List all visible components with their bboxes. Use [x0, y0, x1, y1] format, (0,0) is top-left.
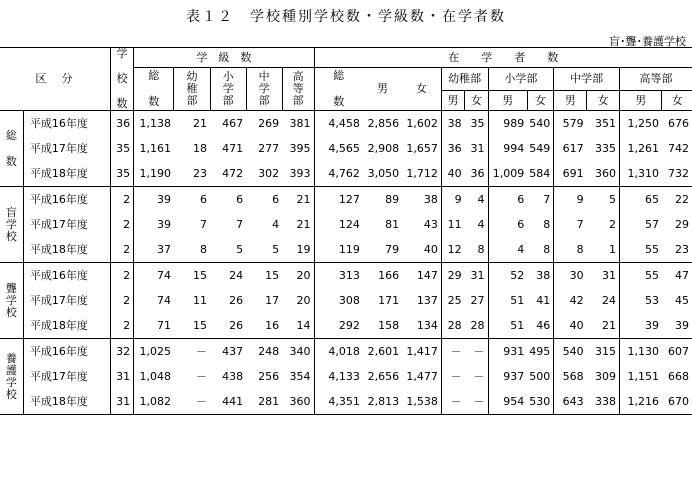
table-cell: 471 — [222, 141, 244, 155]
table-cell: 360 — [587, 161, 620, 187]
table-cell: 4,762 — [314, 161, 363, 187]
table-cell: 7 — [554, 212, 587, 237]
table-cell: 1,417 — [406, 344, 438, 358]
table-cell: 2 — [110, 237, 133, 263]
table-cell: 742 — [668, 141, 689, 155]
table-cell: 31 — [470, 141, 485, 155]
header-kinder: 幼稚部 — [441, 68, 488, 91]
table-cell: 9 — [554, 187, 587, 213]
header-elem-male: 男 — [488, 91, 527, 111]
header-male: 男 — [363, 68, 402, 111]
table-cell: 23 — [174, 161, 210, 187]
table-cell: 21 — [296, 192, 311, 206]
table-cell: 51 — [488, 288, 527, 313]
table-cell: － — [196, 344, 208, 358]
table-cell: 395 — [289, 141, 311, 155]
header-class-middle: 中 学 部 — [246, 68, 282, 111]
table-cell: 495 — [529, 344, 551, 358]
table-row — [0, 364, 692, 389]
header-class-high: 高 等 部 — [282, 68, 314, 111]
table-cell: 38 — [423, 192, 438, 206]
table-cell: 549 — [529, 141, 551, 155]
table-cell: 1,009 — [488, 161, 527, 187]
table-cell: 57 — [620, 212, 662, 237]
table-cell: 2 — [110, 288, 133, 313]
table-cell: 74 — [134, 288, 174, 313]
table-cell: 166 — [378, 268, 400, 282]
header-class-kinder: 幼 稚 部 — [174, 68, 210, 111]
table-row — [0, 187, 692, 213]
table-cell: 1,161 — [134, 136, 174, 161]
table-cell: 47 — [675, 268, 689, 282]
table-cell: 32 — [110, 339, 133, 365]
table-cell: 4,351 — [314, 389, 363, 415]
table-row — [0, 263, 692, 289]
table-cell: 472 — [210, 161, 246, 187]
table-cell: 732 — [662, 161, 692, 187]
table-cell: 393 — [282, 161, 314, 187]
table-cell: 11 — [193, 293, 208, 307]
table-cell: 8 — [554, 237, 587, 263]
row-year: 平成18年度 — [23, 389, 110, 415]
table-cell: 994 — [488, 136, 527, 161]
table-cell: 45 — [675, 293, 689, 307]
table-cell: 35 — [110, 136, 133, 161]
table-cell: 530 — [527, 389, 554, 415]
table-cell: 335 — [595, 141, 617, 155]
table-cell: 2 — [110, 187, 133, 213]
table-cell: 5 — [210, 237, 246, 263]
table-cell: 5 — [609, 192, 617, 206]
table-cell: 269 — [258, 116, 280, 130]
row-year: 平成16年度 — [23, 187, 110, 213]
table-cell: 81 — [385, 217, 400, 231]
table-cell: 313 — [314, 263, 363, 289]
table-cell: 340 — [289, 344, 311, 358]
table-cell: 23 — [662, 237, 692, 263]
table-cell: 2,908 — [367, 141, 400, 155]
table-row — [0, 161, 692, 187]
header-kinder-female: 女 — [465, 91, 488, 111]
table-cell: 26 — [229, 293, 244, 307]
table-cell: 4 — [477, 192, 485, 206]
table-cell: 309 — [595, 369, 617, 383]
table-cell: 2,601 — [367, 344, 400, 358]
table-cell: 134 — [402, 313, 441, 339]
table-cell: 55 — [620, 237, 662, 263]
table-cell: 71 — [134, 313, 174, 339]
table-cell: 438 — [222, 369, 244, 383]
table-cell: 31 — [110, 389, 133, 415]
table-cell: 2 — [609, 217, 617, 231]
table-cell: 256 — [258, 369, 280, 383]
table-cell: 5 — [246, 237, 282, 263]
table-cell: 2 — [110, 263, 133, 289]
table-cell: 30 — [554, 263, 587, 289]
row-year: 平成18年度 — [23, 313, 110, 339]
row-year: 平成16年度 — [23, 339, 110, 365]
table-row — [0, 111, 692, 137]
table-cell: 28 — [441, 313, 464, 339]
table-cell: 1,657 — [406, 141, 438, 155]
table-cell: 18 — [193, 141, 208, 155]
table-cell: 46 — [527, 313, 554, 339]
table-cell: 31 — [470, 268, 485, 282]
table-cell: 381 — [289, 116, 311, 130]
table-cell: 19 — [282, 237, 314, 263]
table-cell: 670 — [662, 389, 692, 415]
group-label: 聾 学 校 — [0, 263, 23, 339]
row-year: 平成17年度 — [23, 136, 110, 161]
table-cell: 277 — [258, 141, 280, 155]
table-cell: 1,025 — [134, 339, 174, 365]
table-row — [0, 237, 692, 263]
table-cell: 43 — [423, 217, 438, 231]
table-cell: 1,602 — [406, 116, 438, 130]
table-cell: 568 — [554, 364, 587, 389]
table-cell: 2 — [110, 313, 133, 339]
table-cell: 36 — [110, 111, 133, 137]
table-cell: 668 — [668, 369, 689, 383]
table-cell: 7 — [543, 192, 551, 206]
header-high: 高等部 — [620, 68, 692, 91]
table-cell: 147 — [416, 268, 438, 282]
header-elem-female: 女 — [527, 91, 554, 111]
table-cell: 931 — [488, 339, 527, 365]
table-cell: 20 — [296, 268, 311, 282]
table-cell: 4,133 — [314, 364, 363, 389]
table-cell: 6 — [488, 187, 527, 213]
table-cell: 40 — [554, 313, 587, 339]
table-cell: 302 — [246, 161, 282, 187]
table-cell: 467 — [222, 116, 244, 130]
header-high-male: 男 — [620, 91, 662, 111]
table-note: 盲･聾･養護学校 — [609, 35, 686, 48]
table-cell: 8 — [543, 217, 551, 231]
table-cell: 1,712 — [402, 161, 441, 187]
header-kinder-male: 男 — [441, 91, 464, 111]
group-label: 養 護 学 校 — [0, 339, 23, 415]
table-cell: 40 — [402, 237, 441, 263]
table-cell: 38 — [536, 268, 551, 282]
table-cell: 8 — [465, 237, 488, 263]
table-cell: 1,216 — [620, 389, 662, 415]
table-cell: 6 — [200, 192, 208, 206]
header-class-total: 総 数 — [134, 68, 174, 111]
table-cell: 2 — [110, 212, 133, 237]
table-cell: － — [473, 369, 485, 383]
table-row — [0, 136, 692, 161]
table-cell: 41 — [536, 293, 551, 307]
table-cell: 500 — [529, 369, 551, 383]
table-cell: 8 — [174, 237, 210, 263]
table-cell: 989 — [488, 111, 527, 137]
table-cell: 124 — [314, 212, 363, 237]
header-middle-female: 女 — [587, 91, 620, 111]
table-cell: 24 — [602, 293, 617, 307]
table-cell: 31 — [110, 364, 133, 389]
table-cell: 281 — [246, 389, 282, 415]
table-cell: 6 — [236, 192, 244, 206]
header-female: 女 — [402, 68, 441, 111]
table-cell: 14 — [282, 313, 314, 339]
table-cell: 351 — [595, 116, 617, 130]
table-cell: 51 — [488, 313, 527, 339]
table-cell: 158 — [363, 313, 402, 339]
table-cell: 31 — [602, 268, 617, 282]
table-cell: 4 — [272, 217, 280, 231]
table-cell: 2,856 — [367, 116, 400, 130]
table-cell: 53 — [620, 288, 662, 313]
table-cell: 4 — [477, 217, 485, 231]
table-cell: 4,565 — [314, 136, 363, 161]
table-cell: 540 — [554, 339, 587, 365]
table-cell: 437 — [222, 344, 244, 358]
table-cell: 15 — [193, 268, 208, 282]
table-cell: 617 — [554, 136, 587, 161]
table-cell: 74 — [134, 263, 174, 289]
table-cell: － — [196, 369, 208, 383]
table-cell: 25 — [441, 288, 464, 313]
row-year: 平成18年度 — [23, 237, 110, 263]
table-cell: － — [465, 389, 488, 415]
header-students: 在 学 者 数 — [314, 48, 692, 68]
header-student-total: 総 数 — [314, 68, 363, 111]
table-cell: 3,050 — [363, 161, 402, 187]
table-row — [0, 288, 692, 313]
header-high-female: 女 — [662, 91, 692, 111]
table-cell: 643 — [554, 389, 587, 415]
table-cell: 89 — [385, 192, 400, 206]
table-cell: 354 — [289, 369, 311, 383]
table-cell: 691 — [554, 161, 587, 187]
row-year: 平成16年度 — [23, 263, 110, 289]
table-cell: 39 — [134, 212, 174, 237]
table-cell: 676 — [668, 116, 689, 130]
table-cell: 17 — [265, 293, 280, 307]
table-cell: 7 — [200, 217, 208, 231]
table-cell: 584 — [527, 161, 554, 187]
table-cell: 15 — [174, 313, 210, 339]
table-cell: － — [441, 389, 464, 415]
table-cell: 79 — [363, 237, 402, 263]
table-cell: 292 — [314, 313, 363, 339]
table-cell: 36 — [441, 136, 464, 161]
table-row — [0, 389, 692, 415]
table-cell: 6 — [272, 192, 280, 206]
table-cell: 1,477 — [406, 369, 438, 383]
table-cell: 171 — [378, 293, 400, 307]
table-cell: 36 — [465, 161, 488, 187]
table-cell: 29 — [441, 263, 464, 289]
table-cell: 15 — [265, 268, 280, 282]
table-cell: 9 — [441, 187, 464, 213]
table-cell: － — [174, 389, 210, 415]
table-cell: 119 — [314, 237, 363, 263]
table-cell: 8 — [527, 237, 554, 263]
table-cell: 65 — [620, 187, 662, 213]
table-cell: 127 — [314, 187, 363, 213]
table-cell: 360 — [282, 389, 314, 415]
table-cell: 12 — [441, 237, 464, 263]
table-cell: 441 — [210, 389, 246, 415]
row-year: 平成16年度 — [23, 111, 110, 137]
table-cell: 38 — [441, 111, 464, 137]
table-row — [0, 313, 692, 339]
table-cell: 24 — [229, 268, 244, 282]
header-schools: 学 校 数 — [110, 48, 133, 111]
table-cell: 4,458 — [314, 111, 363, 137]
table-cell: 137 — [416, 293, 438, 307]
table-cell: 28 — [465, 313, 488, 339]
table-cell: 4 — [488, 237, 527, 263]
table-cell: 2,813 — [363, 389, 402, 415]
table-cell: 308 — [314, 288, 363, 313]
table-cell: 40 — [441, 161, 464, 187]
table-cell: － — [441, 364, 464, 389]
table-cell: 1,261 — [620, 136, 662, 161]
table-cell: 7 — [236, 217, 244, 231]
row-year: 平成17年度 — [23, 364, 110, 389]
table-cell: 20 — [296, 293, 311, 307]
group-label: 盲 学 校 — [0, 187, 23, 263]
table-cell: 16 — [246, 313, 282, 339]
table-cell: 1,310 — [620, 161, 662, 187]
table-cell: 55 — [620, 263, 662, 289]
table-cell: 21 — [587, 313, 620, 339]
table-cell: 1 — [587, 237, 620, 263]
row-year: 平成17年度 — [23, 288, 110, 313]
table-cell: 2,656 — [367, 369, 400, 383]
table-cell: 42 — [554, 288, 587, 313]
header-classes: 学 級 数 — [134, 48, 314, 68]
table-cell: 338 — [587, 389, 620, 415]
table-cell: 1,048 — [134, 364, 174, 389]
table-cell: 1,151 — [620, 364, 662, 389]
table-cell: 26 — [210, 313, 246, 339]
table-cell: 37 — [134, 237, 174, 263]
table-cell: 4,018 — [314, 339, 363, 365]
table-cell: 1,250 — [620, 111, 662, 137]
group-label: 総 数 — [0, 111, 23, 187]
table-cell: 21 — [296, 217, 311, 231]
table-cell: 1,130 — [620, 339, 662, 365]
table-cell: 29 — [675, 217, 689, 231]
row-year: 平成18年度 — [23, 161, 110, 187]
table-row — [0, 339, 692, 365]
table-cell: 35 — [470, 116, 485, 130]
table-cell: 315 — [595, 344, 617, 358]
header-middle-male: 男 — [554, 91, 587, 111]
table-title: 表１２ 学校種別学校数・学級数・在学者数 — [186, 9, 506, 25]
header-class-elem: 小 学 部 — [210, 68, 246, 111]
header-kubun: 区 分 — [0, 48, 110, 111]
table-cell: 607 — [668, 344, 689, 358]
table-cell: 1,190 — [134, 161, 174, 187]
table-cell: 6 — [488, 212, 527, 237]
header-elem: 小学部 — [488, 68, 554, 91]
table-cell: 540 — [529, 116, 551, 130]
table-cell: 39 — [662, 313, 692, 339]
table-cell: 52 — [488, 263, 527, 289]
table-body — [0, 111, 692, 415]
table-cell: 1,082 — [134, 389, 174, 415]
table-cell: 39 — [620, 313, 662, 339]
table-cell: 35 — [110, 161, 133, 187]
table-cell: 248 — [258, 344, 280, 358]
table-row — [0, 212, 692, 237]
table-cell: 39 — [134, 187, 174, 213]
table-cell: 27 — [470, 293, 485, 307]
header-middle: 中学部 — [554, 68, 620, 91]
table-cell: 21 — [193, 116, 208, 130]
table-cell: － — [441, 339, 464, 365]
table-cell: 954 — [488, 389, 527, 415]
statistics-table — [0, 47, 692, 415]
table-cell: 937 — [488, 364, 527, 389]
table-cell: 1,138 — [134, 111, 174, 137]
table-cell: 1,538 — [402, 389, 441, 415]
table-cell: 11 — [441, 212, 464, 237]
table-cell: － — [473, 344, 485, 358]
row-year: 平成17年度 — [23, 212, 110, 237]
table-cell: 579 — [554, 111, 587, 137]
table-cell: 22 — [675, 192, 689, 206]
